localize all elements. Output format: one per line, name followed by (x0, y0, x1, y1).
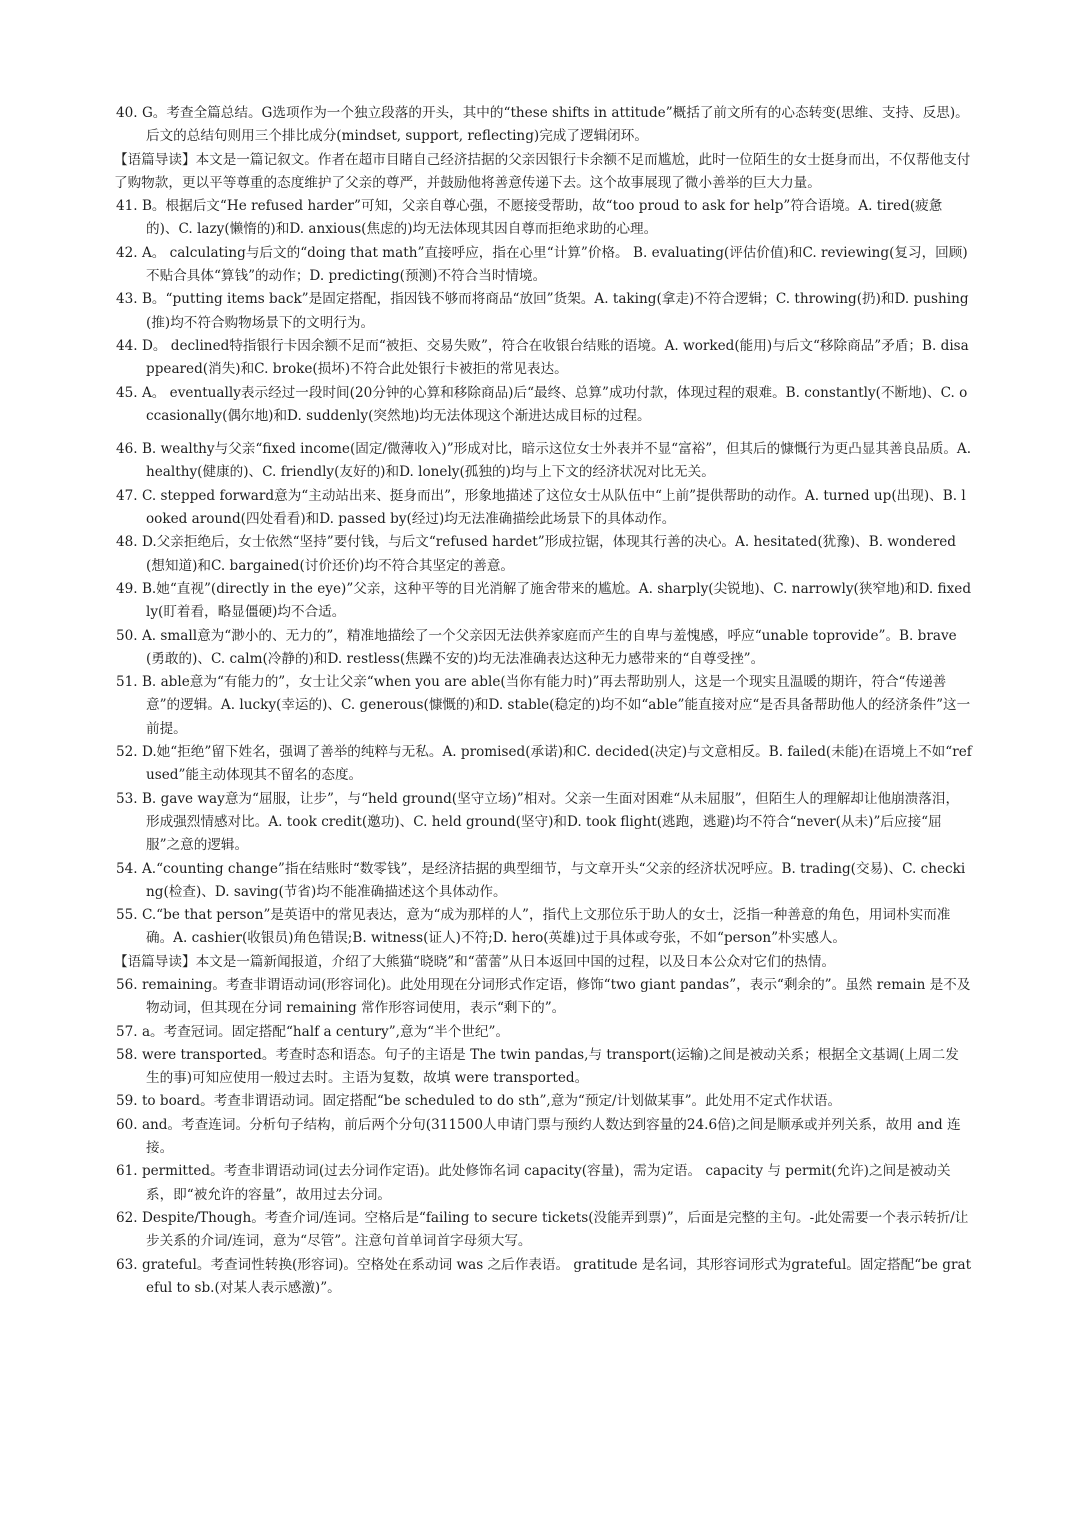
answer-item: 52. D.她“拒绝”留下姓名，强调了善举的纯粹与无私。A. promised(承诺)和C. decided(决定)与文意相反。B. failed(未能)在语境上不如“refused”能主动体现其不留名的态度。 (116, 744, 972, 784)
answer-item: 43. B。“putting items back”是固定搭配，指因钱不够而将商品“放回”货架。A. taking(拿走)不符合逻辑；C. throwing(扔)和D. pushing(推)均不符合购物场景下的文明行为。 (116, 291, 969, 331)
passage-guide (114, 951, 972, 974)
passage-guide-text: 本文是一篇记叙文。作者在超市目睹自己经济拮据的父亲因银行卡余额不足而尴尬，此时一位陌生的女士挺身而出，不仅帮他支付了购物款，更以平等尊重的态度维护了父亲的尊严，并鼓励他将善意传递下去。这个故事展现了微小善举的巨大力量。 (114, 151, 971, 191)
answer-item: 41. B。根据后文“He refused harder”可知，父亲自尊心强，不愿接受帮助，故“too proud to ask for help”符合语境。A. tired(疲惫的)、C. lazy(懒惰的)和D. anxious(焦虑的)均无法体现其因自尊而拒绝求助的心理。 (116, 198, 943, 238)
answer-item: 56. remaining。考查非谓语动词(形容词化)。此处用现在分词形式作定语，修饰“two giant pandas”，表示“剩余的”。虽然 remain 是不及物动词，但其现在分词 remaining 常作形容词使用，表示“剩下的”。 (116, 976, 971, 1017)
answer-item: 47. C. stepped forward意为“主动站出来、挺身而出”，形象地描述了这位女士从队伍中“上前”提供帮助的动作。A. turned up(出现)、B. looked around(四处看看)和D. passed by(经过)均无法准确描绘此场景下的具体动作。 (116, 487, 966, 528)
answer-item: 40. G。考查全篇总结。G选项作为一个独立段落的开头，其中的“these shifts in attitude”概括了前文所有的心态转变(思维、支持、反思)。后文的总结句则用三个排比成分(mindset, support, reflecting)完成了逻辑闭环。 (116, 105, 969, 145)
passage-guide-heading: 【语篇导读】 (114, 953, 196, 970)
passage-guide (114, 149, 972, 196)
answer-item: 53. B. gave way意为“屈服，让步”，与“held ground(坚守立场)”相对。父亲一生面对困难“从未屈服”，但陌生人的理解却让他崩溃落泪，形成强烈情感对比。A. took credit(邀功)、C. held ground(坚守)和D. took flight(逃跑，逃避)均不符合“never(从未)”后应接“屈服”之意的逻辑。 (116, 790, 960, 854)
passage-guide-text: 本文是一篇新闻报道，介绍了大熊猫“晓晓”和“蕾蕾”从日本返回中国的过程，以及日本公众对它们的热情。 (195, 953, 836, 970)
answer-item: 63. grateful。考查词性转换(形容词)。空格处在系动词 was 之后作表语。 gratitude 是名词，其形容词形式为grateful。固定搭配“be grateful to sb.(对某人表示感激)”。 (116, 1256, 972, 1296)
answer-item: 60. and。考查连词。分析句子结构，前后两个分句(311500人申请门票与预约人数达到容量的24.6倍)之间是顺承或并列关系，故用 and 连接。 (116, 1116, 961, 1157)
answer-item: 49. B.她“直视”(directly in the eye)”父亲，这种平等的目光消解了施舍带来的尴尬。A. sharply(尖锐地)、C. narrowly(狭窄地)和D. fixedly(盯着看，略显僵硬)均不合适。 (116, 580, 972, 621)
answer-item: 44. D。 declined特指银行卡因余额不足而“被拒、交易失败”，符合在收银台结账的语境。A. worked(能用)与后文“移除商品”矛盾；B. disappeared(消失)和C. broke(损坏)不符合此处银行卡被拒的常见表达。 (116, 337, 969, 378)
passage-guide-heading: 【语篇导读】 (114, 151, 196, 168)
answer-item: 54. A.“counting change”指在结账时“数零钱”，是经济拮据的典型细节，与文章开头“父亲的经济状况呼应。B. trading(交易)、C. checking(检查)、D. saving(节省)均不能准确描述这个具体动作。 (116, 860, 966, 900)
answer-item: 45. A。 eventually表示经过一段时间(20分钟的心算和移除商品)后“最终、总算”成功付款，体现过程的艰难。B. constantly(不断地)、C. occasionally(偶尔地)和D. suddenly(突然地)均无法体现这个渐进达成目标的过程。 (116, 384, 968, 424)
answer-item: 57. a。考查冠词。固定搭配“half a century”,意为“半个世纪”。 (116, 1023, 510, 1040)
answer-item: 42. A。 calculating与后文的“doing that math”直接呼应，指在心里“计算”价格。 B. evaluating(评估价值)和C. reviewing(复习，回顾)不贴合具体“算钱”的动作；D. predicting(预测)不符合当时情境。 (116, 244, 968, 285)
answer-item: 62. Despite/Though。考查介词/连词。空格后是“failing to secure tickets(没能弄到票)”，后面是完整的主句。-此处需要一个表示转折/让步关系的介词/连词，意为“尽管”。注意句首单词首字母须大写。 (116, 1209, 969, 1250)
section-gap (116, 428, 972, 438)
answer-item: 55. C.“be that person”是英语中的常见表达，意为“成为那样的人”，指代上文那位乐于助人的女士，泛指一种善意的角色，用词朴实而准确。A. cashier(收银员)角色错误;B. witness(证人)不符;D. hero(英雄)过于具体或夸张，不如“person”朴实感人。 (116, 907, 951, 947)
answer-item: 61. permitted。考查非谓语动词(过去分词作定语)。此处修饰名词 capacity(容量)，需为定语。 capacity 与 permit(允许)之间是被动关系，即“被允许的容量”，故用过去分词。 (116, 1163, 951, 1203)
answer-item: 58. were transported。考查时态和语态。句子的主语是 The twin pandas,与 transport(运输)之间是被动关系；根据全文基调(上周二发生的事)可知应使用一般过去时。主语为复数，故填 were transported。 (116, 1046, 959, 1087)
answer-item: 50. A. small意为“渺小的、无力的”，精准地描绘了一个父亲因无法供养家庭而产生的自卑与羞愧感，呼应“unable toprovide”。B. brave(勇敢的)、C. calm(冷静的)和D. restless(焦躁不安的)均无法准确表达这种无力感带来的“自尊受挫”。 (116, 627, 957, 667)
answer-item: 46. B. wealthy与父亲“fixed income(固定/微薄收入)”形成对比，暗示这位女士外表并不显“富裕”，但其后的慷慨行为更凸显其善良品质。A. healthy(健康的)、C. friendly(友好的)和D. lonely(孤独的)均与上下文的经济状况对比无关。 (116, 441, 972, 481)
answer-item: 48. D.父亲拒绝后，女士依然“坚持”要付钱，与后文“refused hardet”形成拉锯，体现其行善的决心。A. hesitated(犹豫)、B. wondered(想知道)和C. bargained(讨价还价)均不符合其坚定的善意。 (116, 534, 956, 574)
answer-item: 59. to board。考查非谓语动词。固定搭配“be scheduled to do sth”,意为“预定/计划做某事”。此处用不定式作状语。 (116, 1093, 842, 1110)
answer-item: 51. B. able意为“有能力的”，女士让父亲“when you are able(当你有能力时)”再去帮助别人，这是一个现实且温暖的期许，符合“传递善意”的逻辑。A. lucky(幸运的)、C. generous(慷慨的)和D. stable(稳定的)均不如“able”能直接对应“是否具备帮助他人的经济条件”这一前提。 (116, 674, 971, 737)
